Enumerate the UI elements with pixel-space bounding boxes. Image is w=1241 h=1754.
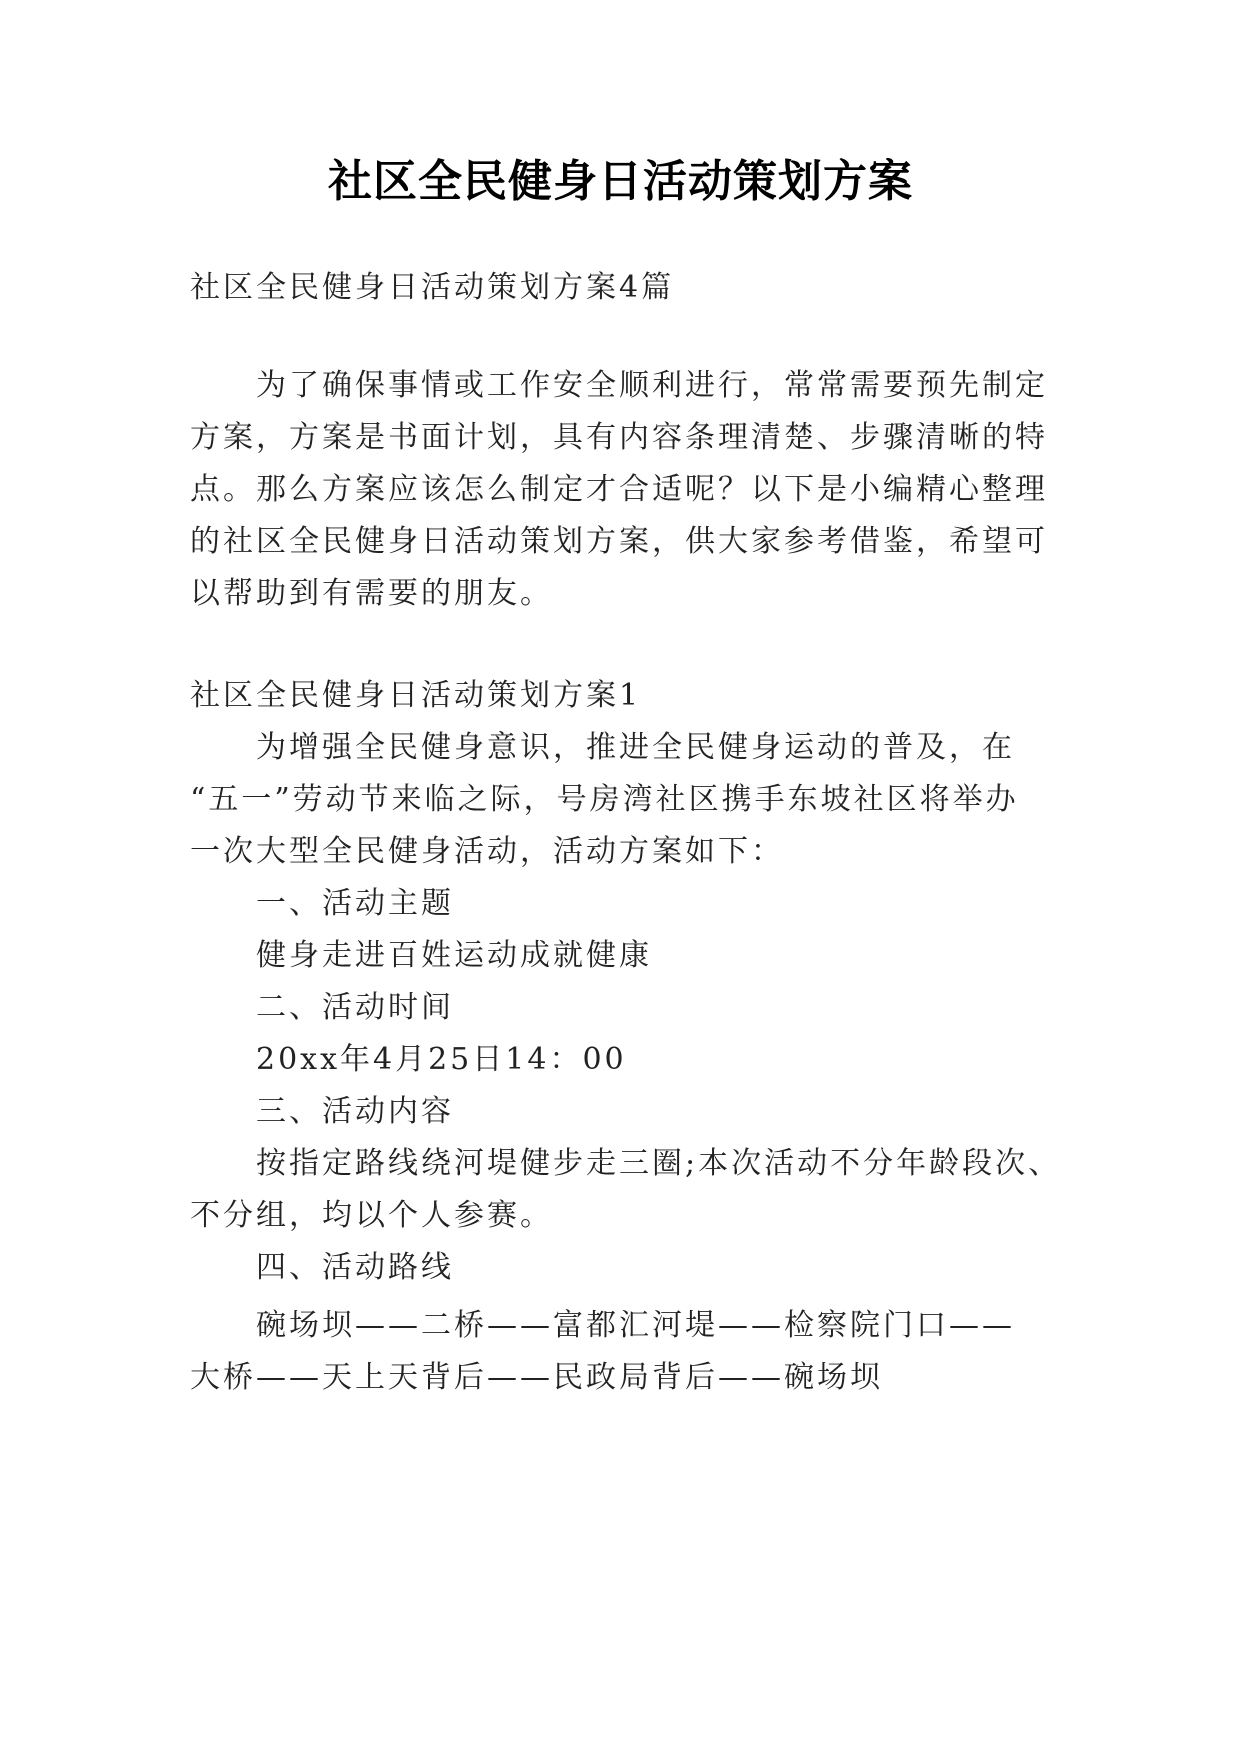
intro-line-4: 的社区全民健身日活动策划方案，供大家参考借鉴，希望可 — [190, 524, 1048, 559]
section-heading-1: 社区全民健身日活动策划方案1 — [190, 678, 642, 713]
item-heading-content: 三、活动内容 — [256, 1094, 454, 1129]
item-text-route-2: 大桥——天上天背后——民政局背后——碗场坝 — [190, 1360, 883, 1395]
item-text-time: 20xx年4月25日14：00 — [256, 1042, 627, 1077]
intro-line-1: 为了确保事情或工作安全顺利进行，常常需要预先制定 — [256, 368, 1048, 403]
intro-line-2: 方案，方案是书面计划，具有内容条理清楚、步骤清晰的特 — [190, 420, 1048, 455]
item-text-content-1: 按指定路线绕河堤健步走三圈;本次活动不分年龄段次、 — [256, 1146, 1062, 1181]
item-text-content-2: 不分组，均以个人参赛。 — [190, 1198, 553, 1233]
section1-line-3: 一次大型全民健身活动，活动方案如下： — [190, 834, 784, 869]
intro-line-3: 点。那么方案应该怎么制定才合适呢？以下是小编精心整理 — [190, 472, 1048, 507]
item-heading-time: 二、活动时间 — [256, 990, 454, 1025]
document-subtitle: 社区全民健身日活动策划方案4篇 — [190, 270, 675, 305]
intro-line-5: 以帮助到有需要的朋友。 — [190, 576, 553, 611]
section1-line-1: 为增强全民健身意识，推进全民健身运动的普及，在 — [256, 730, 1015, 765]
item-text-theme: 健身走进百姓运动成就健康 — [256, 938, 652, 973]
item-heading-theme: 一、活动主题 — [256, 886, 454, 921]
document-title: 社区全民健身日活动策划方案 — [328, 156, 913, 207]
section1-line-2: “五一”劳动节来临之际，号房湾社区携手东坡社区将举办 — [190, 782, 1019, 817]
item-heading-route: 四、活动路线 — [256, 1250, 454, 1285]
item-text-route-1: 碗场坝——二桥——富都汇河堤——检察院门口—— — [256, 1308, 1015, 1343]
